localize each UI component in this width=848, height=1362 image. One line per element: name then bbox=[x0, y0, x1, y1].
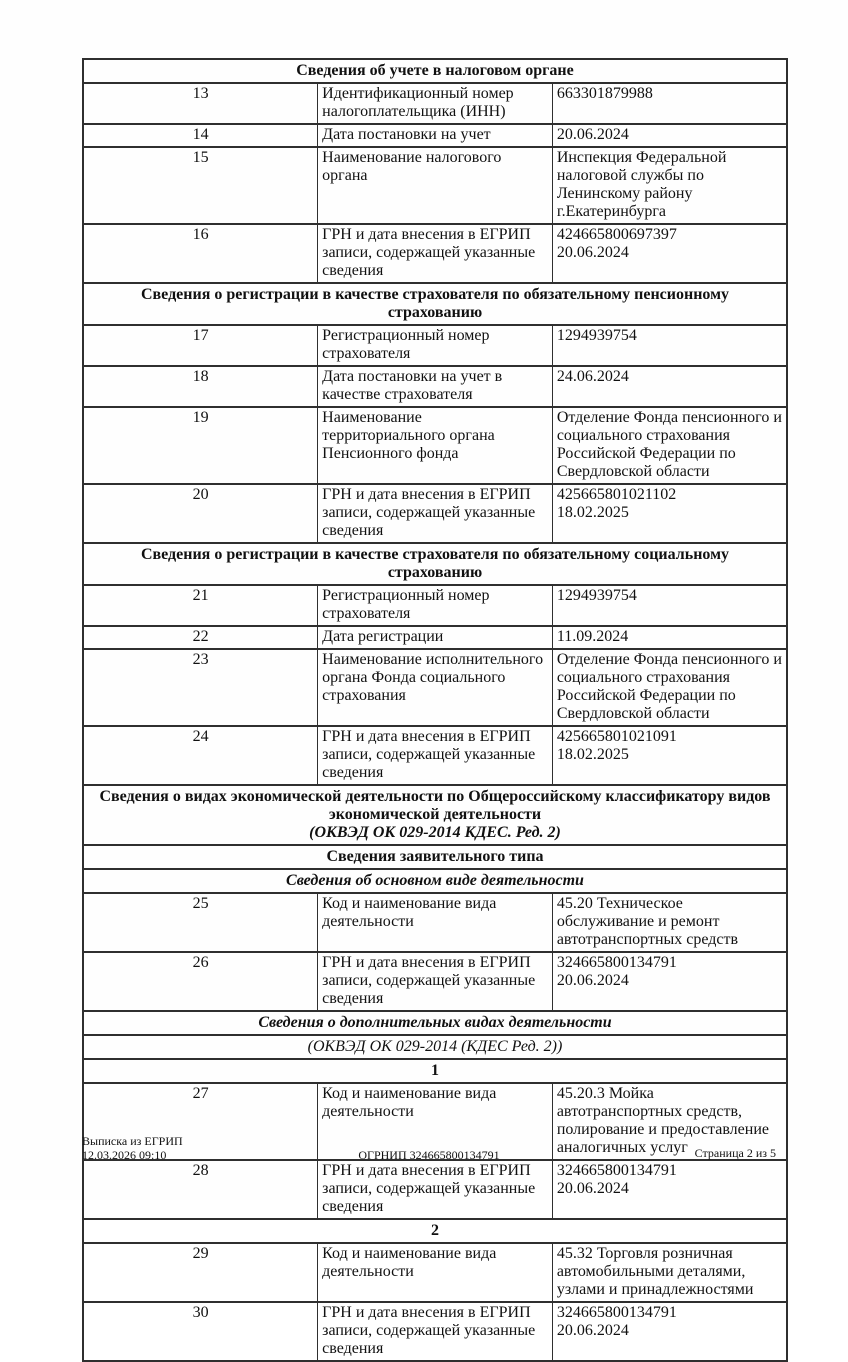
section-title: (ОКВЭД ОК 029-2014 (КДЕС Ред. 2)) bbox=[83, 1035, 787, 1059]
section-title-block bbox=[83, 785, 787, 845]
section-title: Сведения о регистрации в качестве страхователя по обязательному пенсионному страхованию bbox=[83, 283, 787, 325]
section-title: Сведения об учете в налоговом органе bbox=[83, 59, 787, 83]
row-number: 20 bbox=[83, 484, 318, 543]
section-row-tax bbox=[83, 59, 787, 83]
section-row-social bbox=[83, 543, 787, 585]
data-row-13 bbox=[83, 83, 787, 124]
row-value bbox=[552, 407, 787, 484]
row-number: 18 bbox=[83, 366, 318, 407]
row-label: ГРН и дата внесения в ЕГРИП записи, содержащей указанные сведения bbox=[318, 484, 553, 543]
row-label: Наименование территориального органа Пенсионного фонда bbox=[318, 407, 553, 484]
data-row-14 bbox=[83, 124, 787, 147]
row-value bbox=[552, 484, 787, 543]
value-line: 324665800134791 bbox=[556, 1162, 677, 1179]
row-label: ГРН и дата внесения в ЕГРИП записи, содержащей указанные сведения bbox=[318, 224, 553, 283]
section-row-index-1 bbox=[83, 1059, 787, 1083]
data-row-16 bbox=[83, 224, 787, 283]
row-value bbox=[552, 1302, 787, 1361]
row-value bbox=[552, 124, 787, 147]
row-value bbox=[552, 147, 787, 224]
section-row-pension bbox=[83, 283, 787, 325]
row-value bbox=[552, 1243, 787, 1302]
row-number: 28 bbox=[83, 1160, 318, 1219]
section-subtitle: (ОКВЭД ОК 029-2014 КДЕС. Ред. 2) bbox=[309, 824, 561, 841]
row-number: 21 bbox=[83, 585, 318, 626]
value-line: 20.06.2024 bbox=[556, 1180, 629, 1197]
row-value bbox=[552, 585, 787, 626]
row-label: ГРН и дата внесения в ЕГРИП записи, содержащей указанные сведения bbox=[318, 1160, 553, 1219]
data-row-21 bbox=[83, 585, 787, 626]
data-row-15 bbox=[83, 147, 787, 224]
row-value bbox=[552, 83, 787, 124]
data-row-24 bbox=[83, 726, 787, 785]
section-row-main-activity bbox=[83, 869, 787, 893]
row-label: ГРН и дата внесения в ЕГРИП записи, содержащей указанные сведения bbox=[318, 1302, 553, 1361]
footer-doc-info bbox=[82, 1134, 183, 1162]
section-title: Сведения об основном виде деятельности bbox=[83, 869, 787, 893]
data-row-28 bbox=[83, 1160, 787, 1219]
row-number: 24 bbox=[83, 726, 318, 785]
section-row-okved bbox=[83, 785, 787, 845]
data-row-20 bbox=[83, 484, 787, 543]
value-line: 324665800134791 bbox=[556, 1304, 677, 1321]
footer-doc-type: Выписка из ЕГРИП bbox=[82, 1134, 183, 1148]
row-label: Код и наименование вида деятельности bbox=[318, 1083, 553, 1160]
section-title: Сведения о видах экономической деятельности по Общероссийскому классификатору видов экономической деятельности bbox=[99, 788, 771, 823]
data-row-17 bbox=[83, 325, 787, 366]
row-value bbox=[552, 325, 787, 366]
value-line: 45.32 Торговля розничная автомобильными деталями, узлами и принадлежностями bbox=[556, 1245, 754, 1298]
value-line: 45.20.3 Мойка автотранспортных средств, полирование и предоставление аналогичных услуг bbox=[556, 1085, 769, 1156]
value-line: 18.02.2025 bbox=[556, 746, 629, 763]
data-row-26 bbox=[83, 952, 787, 1011]
row-number: 22 bbox=[83, 626, 318, 649]
footer-ogrnip: ОГРНИП 324665800134791 bbox=[358, 1148, 500, 1162]
section-title: Сведения о дополнительных видах деятельности bbox=[83, 1011, 787, 1035]
row-value bbox=[552, 366, 787, 407]
row-value bbox=[552, 1160, 787, 1219]
data-row-30 bbox=[83, 1302, 787, 1361]
row-label: ГРН и дата внесения в ЕГРИП записи, содержащей указанные сведения bbox=[318, 726, 553, 785]
row-label: ГРН и дата внесения в ЕГРИП записи, содержащей указанные сведения bbox=[318, 952, 553, 1011]
registry-table bbox=[82, 58, 788, 1362]
row-label: Код и наименование вида деятельности bbox=[318, 1243, 553, 1302]
value-line: 24.06.2024 bbox=[556, 368, 629, 385]
data-row-23 bbox=[83, 649, 787, 726]
section-title: Сведения о регистрации в качестве страхователя по обязательному социальному страхованию bbox=[83, 543, 787, 585]
section-row-okved-note bbox=[83, 1035, 787, 1059]
value-line: 18.02.2025 bbox=[556, 504, 629, 521]
row-value bbox=[552, 224, 787, 283]
row-number: 27 bbox=[83, 1083, 318, 1160]
value-line: 425665801021102 bbox=[556, 486, 677, 503]
value-line: 324665800134791 bbox=[556, 954, 677, 971]
row-label: Наименование налогового органа bbox=[318, 147, 553, 224]
section-title: Сведения заявительного типа bbox=[83, 845, 787, 869]
value-line: Инспекция Федеральной налоговой службы по Ленинскому району г.Екатеринбурга bbox=[556, 149, 727, 220]
row-number: 26 bbox=[83, 952, 318, 1011]
data-row-22 bbox=[83, 626, 787, 649]
value-line: 663301879988 bbox=[556, 85, 653, 102]
value-line: 20.06.2024 bbox=[556, 126, 629, 143]
footer-datetime: 12.03.2026 09:10 bbox=[82, 1148, 167, 1162]
row-number: 19 bbox=[83, 407, 318, 484]
row-number: 14 bbox=[83, 124, 318, 147]
value-line: 20.06.2024 bbox=[556, 1322, 629, 1339]
row-label: Регистрационный номер страхователя bbox=[318, 585, 553, 626]
row-value bbox=[552, 726, 787, 785]
row-label: Дата регистрации bbox=[318, 626, 553, 649]
row-number: 23 bbox=[83, 649, 318, 726]
data-row-25 bbox=[83, 893, 787, 952]
value-line: 20.06.2024 bbox=[556, 244, 629, 261]
row-number: 29 bbox=[83, 1243, 318, 1302]
row-label: Регистрационный номер страхователя bbox=[318, 325, 553, 366]
row-number: 17 bbox=[83, 325, 318, 366]
row-number: 15 bbox=[83, 147, 318, 224]
row-label: Идентификационный номер налогоплательщика (ИНН) bbox=[318, 83, 553, 124]
row-value bbox=[552, 649, 787, 726]
value-line: 11.09.2024 bbox=[556, 628, 629, 645]
row-label: Дата постановки на учет bbox=[318, 124, 553, 147]
data-row-29 bbox=[83, 1243, 787, 1302]
value-line: 45.20 Техническое обслуживание и ремонт автотранспортных средств bbox=[556, 895, 739, 948]
row-label: Код и наименование вида деятельности bbox=[318, 893, 553, 952]
row-value bbox=[552, 952, 787, 1011]
row-label: Дата постановки на учет в качестве страхователя bbox=[318, 366, 553, 407]
row-number: 13 bbox=[83, 83, 318, 124]
row-value bbox=[552, 626, 787, 649]
data-row-18 bbox=[83, 366, 787, 407]
row-label: Наименование исполнительного органа Фонда социального страхования bbox=[318, 649, 553, 726]
section-row-index-2 bbox=[83, 1219, 787, 1243]
row-number: 30 bbox=[83, 1302, 318, 1361]
section-title: 2 bbox=[83, 1219, 787, 1243]
value-line: Отделение Фонда пенсионного и социального страхования Российской Федерации по Свердловской области bbox=[556, 409, 782, 480]
value-line: 1294939754 bbox=[556, 587, 637, 604]
section-row-declared bbox=[83, 845, 787, 869]
section-row-additional-activity bbox=[83, 1011, 787, 1035]
row-value bbox=[552, 893, 787, 952]
value-line: 424665800697397 bbox=[556, 226, 677, 243]
value-line: 425665801021091 bbox=[556, 728, 677, 745]
section-title: 1 bbox=[83, 1059, 787, 1083]
row-number: 25 bbox=[83, 893, 318, 952]
row-number: 16 bbox=[83, 224, 318, 283]
value-line: Отделение Фонда пенсионного и социального страхования Российской Федерации по Свердловской области bbox=[556, 651, 782, 722]
value-line: 20.06.2024 bbox=[556, 972, 629, 989]
value-line: 1294939754 bbox=[556, 327, 637, 344]
footer-page-number: Страница 2 из 5 bbox=[694, 1146, 776, 1160]
data-row-19 bbox=[83, 407, 787, 484]
